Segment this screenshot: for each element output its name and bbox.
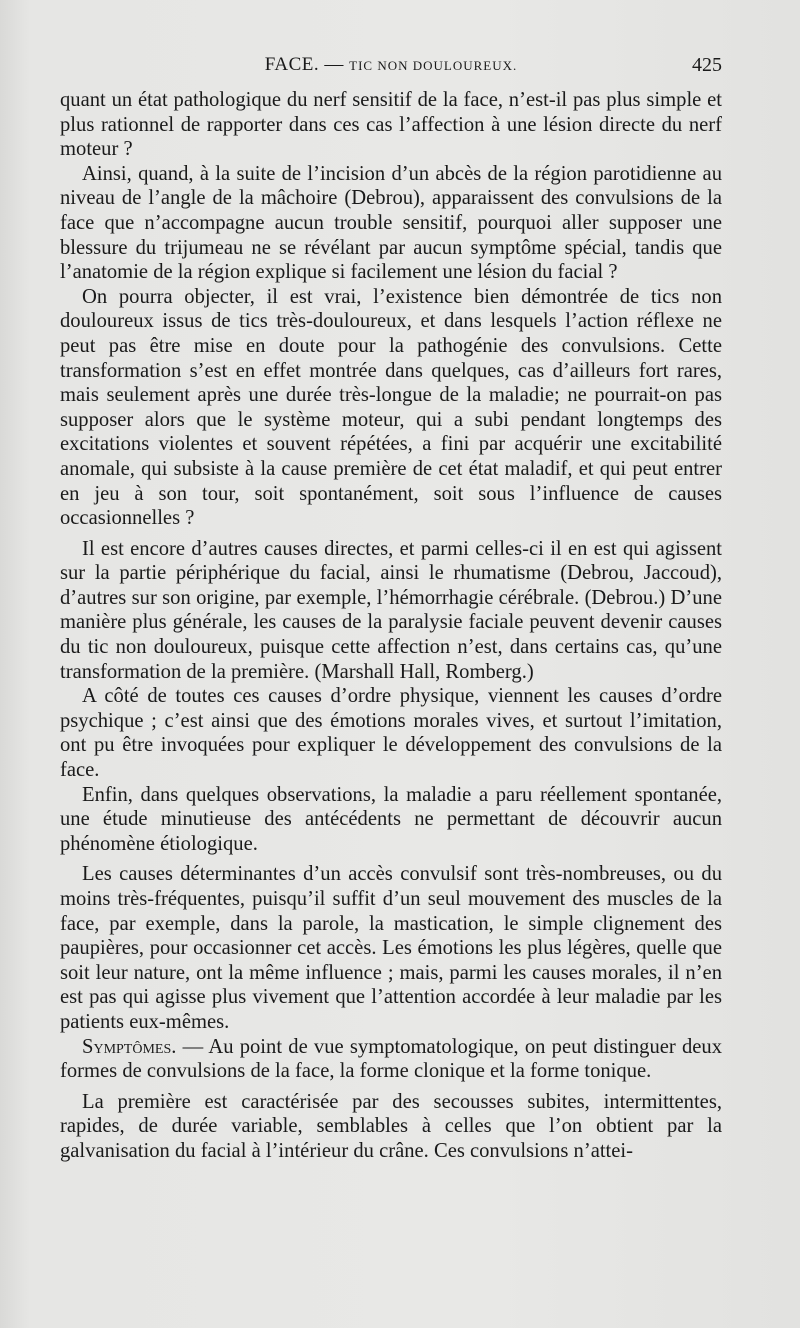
paragraph-symptoms xyxy=(60,1035,722,1084)
paragraph-continuation: quant un état pathologique du nerf sensitif de la face, n’est-il pas plus simple et plus rationnel de rapporter dans ces cas l’affection à une lésion directe du nerf moteur ? xyxy=(60,89,722,161)
body-text xyxy=(60,88,722,1164)
section-heading-symptoms: Symptômes. xyxy=(82,1035,177,1058)
running-head-dash: — xyxy=(324,54,344,75)
paragraph-objection: On pourra objecter, il est vrai, l’existence bien démontrée de tics non douloureux issus de tics très-douloureux, et dans lesquels l’action réflexe ne peut pas être mise en doute pour la pathogénie des convulsions. Cette transformation s’est en effet montrée dans quelques, cas d’ailleurs fort rares, mais seulement après une durée très-longue de la maladie; ne pourrait-on pas supposer alors que le système moteur, qui a subi pendant longtemps des excitations violentes et souvent répétées, a fini par acquérir une excitabilité anomale, qui subsiste à la cause première de cet état maladif, et qui peut entrer en jeu à son tour, soit spontanément, soit sous l’influence de causes occasionnelles ? xyxy=(60,285,722,530)
paragraph-determining-causes: Les causes déterminantes d’un accès convulsif sont très-nombreuses, ou du moins très-fréquentes, puisqu’il suffit d’un seul mouvement des muscles de la face, par exemple, dans la parole, la mastication, le simple clignement des paupières, pour occasionner cet accès. Les émotions les plus légères, quelle que soit leur nature, ont la même influence ; mais, parmi les causes morales, il n’en est pas qui agisse plus vivement que l’attention accordée à leur maladie par les patients eux-mêmes. xyxy=(60,863,722,1033)
page-number: 425 xyxy=(692,54,722,76)
paragraph-clonic-form: La première est caractérisée par des secousses subites, intermittentes, rapides, de durée variable, semblables à celles que l’on obtient par la galvanisation du facial à l’intérieur du crâne. Ces convulsions n’attei- xyxy=(60,1090,722,1162)
paragraph-parotid: Ainsi, quand, à la suite de l’incision d’un abcès de la région parotidienne au niveau de l’angle de la mâchoire (Debrou), apparaissent des convulsions de la face que n’accompagne aucun trouble sensitif, pourquoi aller supposer une blessure du trijumeau ne se révélant par aucun symptôme spécial, tandis que l’anatomie de la région explique si facilement une lésion du facial ? xyxy=(60,162,722,284)
page-header xyxy=(60,54,722,86)
symptoms-text: — Au point de vue symptomatologique, on peut distinguer deux formes de convulsions de la face, la forme clonique et la forme tonique. xyxy=(60,1035,722,1083)
running-head-main: FACE. xyxy=(264,54,320,75)
paragraph-direct-causes: Il est encore d’autres causes directes, et parmi celles-ci il en est qui agissent sur la partie périphérique du facial, ainsi le rhumatisme (Debrou, Jaccoud), d’autres sur son origine, par exemple, l’hémorrhagie cérébrale. (Debrou.) D’une manière plus générale, les causes de la paralysie faciale peuvent devenir causes du tic non douloureux, puisque cette affection n’est, dans certains cas, qu’une transformation de la première. (Marshall Hall, Romberg.) xyxy=(60,537,722,683)
running-head-sub: TIC NON DOULOUREUX. xyxy=(349,58,518,73)
running-head xyxy=(60,54,722,76)
paragraph-spontaneous: Enfin, dans quelques observations, la maladie a paru réellement spontanée, une étude minutieuse des antécédents ne permettant de découvrir aucun phénomène étiologique. xyxy=(60,783,722,855)
paragraph-psychic-causes: A côté de toutes ces causes d’ordre physique, viennent les causes d’ordre psychique ; c’est ainsi que des émotions morales vives, et surtout l’imitation, ont pu être invoquées pour expliquer le développement des convulsions de la face. xyxy=(60,685,722,782)
